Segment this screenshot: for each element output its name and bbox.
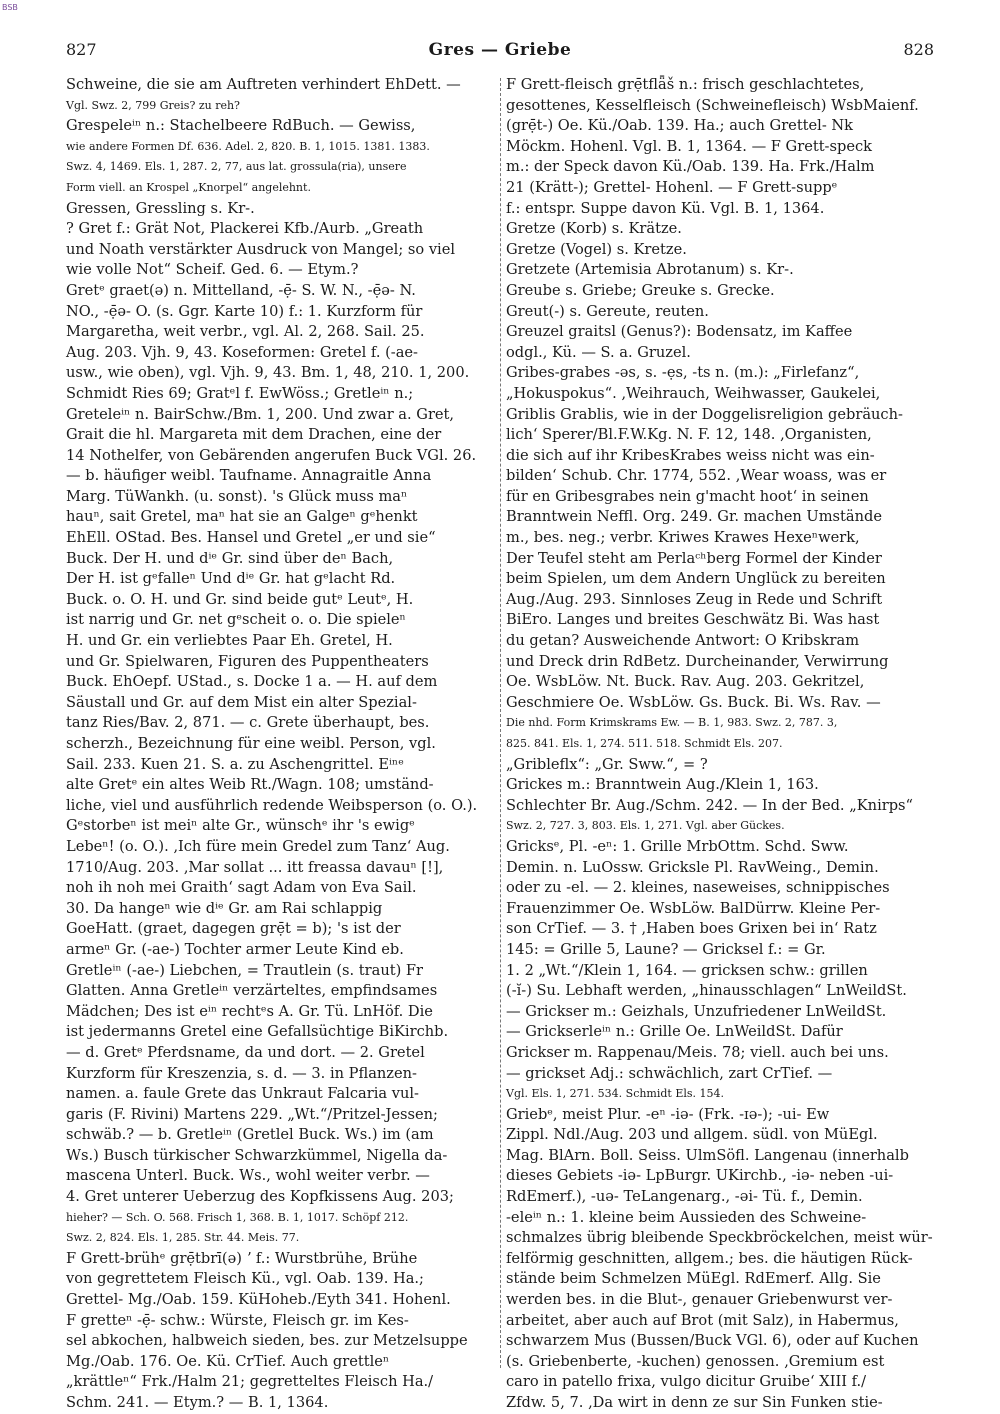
- text-line: H. und Gr. ein verliebtes Paar Eh. Gretel, H.: [66, 632, 393, 650]
- text-line: Griblis Grablis, wie in der Doggelisreligion gebräuch-: [506, 405, 903, 423]
- text-line: Swz. 2, 727. 3, 803. Els. 1, 271. Vgl. aber Gückes.: [506, 819, 785, 833]
- text-line: Demin. n. LuOssw. Gricksle Pl. RavWeing., Demin.: [506, 858, 879, 876]
- page-header: [66, 40, 934, 64]
- text-line: Frauenzimmer Oe. WsbLöw. BalDürrw. Kleine Per-: [506, 899, 881, 917]
- text-line: Vgl. Swz. 2, 799 Greis? zu reh?: [66, 98, 240, 112]
- text-line: wie volle Not“ Scheif. Ged. 6. — Etym.?: [66, 261, 359, 279]
- text-line: Gᵉstorbeⁿ ist meiⁿ alte Gr., wünschᵉ ihr 's ewigᵉ: [66, 817, 415, 835]
- text-line: Greut(-) s. Gereute, reuten.: [506, 302, 709, 320]
- text-line: wie andere Formen Df. 636. Adel. 2, 820. B. 1, 1015. 1381. 1383.: [66, 139, 430, 153]
- text-line: Gribes-grabes -əs, s. -ẹs, -ts n. (m.): „Firlefanz“,: [506, 364, 860, 382]
- text-line: F Grett-brühᵉ grẹ̄tbrī(ə) ʼ f.: Wurstbrühe, Brühe: [66, 1249, 418, 1267]
- text-line: NO., -ẹ̄ə- O. (s. Ggr. Karte 10) f.: 1. Kurzform für: [66, 302, 423, 320]
- text-line: hieher? — Sch. O. 568. Frisch 1, 368. B. 1, 1017. Schöpf 212.: [66, 1210, 409, 1224]
- text-line: Griebᵉ, meist Plur. -eⁿ -iə- (Frk. -ɪə-); -ui- Ew: [506, 1105, 830, 1123]
- text-line: und Dreck drin RdBetz. Durcheinander, Verwirrung: [506, 652, 889, 670]
- text-line: werden bes. in die Blut-, genauer Griebenwurst ver-: [506, 1291, 893, 1309]
- text-line: Swz. 2, 824. Els. 1, 285. Str. 44. Meis. 77.: [66, 1231, 300, 1245]
- text-line: Der Teufel steht am Perlaᶜʰberg Formel der Kinder: [506, 549, 882, 567]
- page-number-right: 828: [903, 40, 934, 59]
- text-line: — Grickser m.: Geizhals, Unzufriedener LnWeildSt.: [506, 1002, 887, 1020]
- text-line: Sail. 233. Kuen 21. S. a. zu Aschengrittel. Eⁱⁿᵉ: [66, 755, 404, 773]
- text-line: Geschmiere Oe. WsbLöw. Gs. Buck. Bi. Ws. Rav. —: [506, 693, 881, 711]
- text-line: tanz Ries/Bav. 2, 871. — c. Grete überhaupt, bes.: [66, 714, 430, 732]
- text-line: Gressen, Gressling s. Kr-.: [66, 199, 255, 217]
- text-line: für en Gribesgrabes nein g'macht hoot‘ in seinen: [506, 487, 869, 505]
- text-line: von gegrettetem Fleisch Kü., vgl. Oab. 139. Ha.;: [66, 1270, 424, 1288]
- text-line: ist jedermanns Gretel eine Gefallsüchtige BiKirchb.: [66, 1023, 449, 1041]
- text-line: 21 (Krätt-); Grettel- Hohenl. — F Grett-suppᵉ: [506, 178, 838, 196]
- text-line: „krättleⁿ“ Frk./Halm 21; gegretteltes Fleisch Ha./: [66, 1373, 434, 1391]
- text-line: Marg. TüWankh. (u. sonst). 's Glück muss maⁿ: [66, 487, 408, 505]
- text-line: (s. Griebenberte, -kuchen) genossen. ‚Gremium est: [506, 1352, 885, 1370]
- text-line: Kurzform für Kreszenzia, s. d. — 3. in Pflanzen-: [66, 1064, 417, 1082]
- text-line: — b. häufiger weibl. Taufname. Annagraitle Anna: [66, 467, 432, 485]
- text-line: Greuzel graitsl (Genus?): Bodensatz, im Kaffee: [506, 323, 853, 341]
- text-line: oder zu -el. — 2. kleines, naseweises, schnippisches: [506, 879, 890, 897]
- text-line: son CrTief. — 3. † ‚Haben boes Grixen bei in‘ Ratz: [506, 920, 877, 938]
- text-line: Schm. 241. — Etym.? — B. 1, 1364.: [66, 1394, 329, 1411]
- text-line: F Grett-fleisch grẹ̄tflǟš n.: frisch geschlachtetes,: [506, 76, 865, 93]
- text-line: Greube s. Griebe; Greuke s. Grecke.: [506, 281, 775, 299]
- text-line: Gricksᵉ, Pl. -eⁿ: 1. Grille MrbOttm. Schd. Sww.: [506, 837, 849, 855]
- text-line: usw., wie oben), vgl. Vjh. 9, 43. Bm. 1, 48, 210. 1, 200.: [66, 364, 470, 382]
- text-line: stände beim Schmelzen MüEgl. RdEmerf. Allg. Sie: [506, 1270, 881, 1288]
- text-line: Oe. WsbLöw. Nt. Buck. Rav. Aug. 203. Gekritzel,: [506, 673, 865, 691]
- text-line: Schlechter Br. Aug./Schm. 242. — In der Bed. „Knirps“: [506, 796, 913, 814]
- text-line: Form viell. an Krospel „Knorpel“ angelehnt.: [66, 180, 311, 194]
- text-line: 30. Da hangeⁿ wie dⁱᵉ Gr. am Rai schlappig: [66, 899, 383, 917]
- text-line: — d. Gretᵉ Pferdsname, da und dort. — 2. Gretel: [66, 1043, 425, 1061]
- text-line: Grait die hl. Margareta mit dem Drachen, eine der: [66, 426, 442, 444]
- text-line: Gretᵉ graet(ə) n. Mittelland, -ẹ̄- S. W. N., -ẹ̄ə- N.: [66, 281, 416, 299]
- text-line: Gretzete (Artemisia Abrotanum) s. Kr-.: [506, 261, 794, 279]
- text-line: Grettel- Mg./Oab. 159. KüHoheb./Eyth 341. Hohenl.: [66, 1291, 451, 1309]
- text-line: Swz. 4, 1469. Els. 1, 287. 2, 77, aus lat. grossula(ria), unsere: [66, 160, 407, 174]
- text-line: ? Gret f.: Grät Not, Plackerei Kfb./Aurb. „Greath: [66, 220, 424, 238]
- text-line: sel abkochen, halbweich sieden, bes. zur Metzelsuppe: [66, 1332, 468, 1350]
- text-line: m.: der Speck davon Kü./Oab. 139. Ha. Frk./Halm: [506, 158, 875, 176]
- text-line: BiEro. Langes und breites Geschwätz Bi. Was hast: [506, 611, 880, 629]
- text-line: beim Spielen, um dem Andern Unglück zu bereiten: [506, 570, 886, 588]
- text-line: namen. a. faule Grete das Unkraut Falcaria vul-: [66, 1085, 419, 1103]
- text-line: gesottenes, Kesselfleisch (Schweinefleisch) WsbMaienf.: [506, 96, 919, 114]
- text-line: Aug./Aug. 293. Sinnloses Zeug in Rede und Schrift: [506, 590, 883, 608]
- text-line: Buck. o. O. H. und Gr. sind beide gutᵉ Leutᵉ, H.: [66, 590, 414, 608]
- text-line: die sich auf ihr KribesKrabes weiss nicht was ein-: [506, 446, 875, 464]
- text-line: Mg./Oab. 176. Oe. Kü. CrTief. Auch grettleⁿ: [66, 1352, 390, 1370]
- text-line: Schweine, die sie am Auftreten verhindert EhDett. —: [66, 76, 461, 93]
- text-line: Aug. 203. Vjh. 9, 43. Koseformen: Gretel f. (-ae-: [66, 343, 418, 361]
- text-line: F gretteⁿ -ẹ̄- schw.: Würste, Fleisch gr. im Kes-: [66, 1311, 409, 1329]
- text-line: -eleⁱⁿ n.: 1. kleine beim Aussieden des Schweine-: [506, 1208, 867, 1226]
- text-line: caro in patello frixa, vulgo dicitur Gruibe‘ XIII f./: [506, 1373, 867, 1391]
- text-line: dieses Gebiets -iə- LpBurgr. UKirchb., -iə- neben -ui-: [506, 1167, 894, 1185]
- text-line: Ws.) Busch türkischer Schwarzkümmel, Nigella da-: [66, 1146, 448, 1164]
- text-line: Zippl. Ndl./Aug. 203 und allgem. südl. von MüEgl.: [506, 1126, 878, 1144]
- left-column: [66, 75, 496, 1411]
- text-line: alte Gretᵉ ein altes Weib Rt./Wagn. 108; umständ-: [66, 776, 434, 794]
- column-divider: [500, 78, 501, 1368]
- text-line: felförmig geschnitten, allgem.; bes. die häutigen Rück-: [506, 1249, 913, 1267]
- text-line: liche, viel und ausführlich redende Weibsperson (o. O.).: [66, 796, 478, 814]
- text-line: Buck. Der H. und dⁱᵉ Gr. sind über deⁿ Bach,: [66, 549, 394, 567]
- page-title: Gres — Griebe: [428, 40, 572, 60]
- text-line: odgl., Kü. — S. a. Gruzel.: [506, 343, 691, 361]
- text-line: Säustall und Gr. auf dem Mist ein alter Spezial-: [66, 693, 417, 711]
- text-line: schmalzes übrig bleibende Speckbröckelchen, meist wür-: [506, 1229, 933, 1247]
- text-line: 1. 2 „Wt.“/Klein 1, 164. — gricksen schw.: grillen: [506, 961, 868, 979]
- text-line: Vgl. Els. 1, 271. 534. Schmidt Els. 154.: [506, 1087, 725, 1101]
- text-line: EhEll. OStad. Bes. Hansel und Gretel „er und sie“: [66, 529, 436, 547]
- text-line: Grickes m.: Branntwein Aug./Klein 1, 163.: [506, 776, 819, 794]
- text-line: 14 Nothelfer, von Gebärenden angerufen Buck VGl. 26.: [66, 446, 477, 464]
- text-line: Möckm. Hohenl. Vgl. B. 1, 1364. — F Grett-speck: [506, 137, 872, 155]
- text-line: und Noath verstärkter Ausdruck von Mangel; so viel: [66, 240, 456, 258]
- text-line: — grickset Adj.: schwächlich, zart CrTief. —: [506, 1064, 833, 1082]
- text-line: Margaretha, weit verbr., vgl. Al. 2, 268. Sail. 25.: [66, 323, 425, 341]
- text-line: Der H. ist gᵉfalleⁿ Und dⁱᵉ Gr. hat gᵉlacht Rd.: [66, 570, 396, 588]
- text-line: Zfdw. 5, 7. ‚Da wirt in denn ze sur Sin Funken stie-: [506, 1394, 883, 1411]
- text-line: Gretleⁱⁿ (-ae-) Liebchen, = Trautlein (s. traut) Fr: [66, 961, 424, 979]
- text-line: schwarzem Mus (Bussen/Buck VGl. 6), oder auf Kuchen: [506, 1332, 919, 1350]
- text-line: „Gribleflx“: „Gr. Sww.“, = ?: [506, 755, 708, 773]
- text-line: mascena Unterl. Buck. Ws., wohl weiter verbr. —: [66, 1167, 430, 1185]
- text-line: f.: entspr. Suppe davon Kü. Vgl. B. 1, 1364.: [506, 199, 825, 217]
- text-line: (grẹ̄t-) Oe. Kü./Oab. 139. Ha.; auch Grettel- Nk: [506, 117, 854, 135]
- text-line: Glatten. Anna Gretleⁱⁿ verzärteltes, empfindsames: [66, 982, 438, 1000]
- text-line: Grickser m. Rappenau/Meis. 78; viell. auch bei uns.: [506, 1043, 889, 1061]
- text-line: RdEmerf.), -uə- TeLangenarg., -əi- Tü. f., Demin.: [506, 1188, 863, 1206]
- right-column: [506, 75, 933, 1411]
- text-line: garis (F. Rivini) Martens 229. „Wt.“/Pritzel-Jessen;: [66, 1105, 438, 1123]
- text-line: Grespeleⁱⁿ n.: Stachelbeere RdBuch. — Gewiss,: [66, 117, 416, 135]
- text-line: 1710/Aug. 203. ‚Mar sollat ... itt freassa davauⁿ [!],: [66, 858, 444, 876]
- text-line: hauⁿ, sait Gretel, maⁿ hat sie an Galgeⁿ gᵉhenkt: [66, 508, 418, 526]
- text-line: 825. 841. Els. 1, 274. 511. 518. Schmidt Els. 207.: [506, 737, 783, 750]
- text-line: armeⁿ Gr. (-ae-) Tochter armer Leute Kind eb.: [66, 940, 404, 958]
- text-line: lich‘ Sperer/Bl.F.W.Kg. N. F. 12, 148. ‚Organisten,: [506, 426, 872, 444]
- text-line: Gretze (Vogel) s. Kretze.: [506, 240, 687, 258]
- text-line: Die nhd. Form Krimskrams Ew. — B. 1, 983. Swz. 2, 787. 3,: [506, 716, 838, 730]
- text-line: (-ĭ-) Su. Lebhaft werden, „hinausschlagen“ LnWeildSt.: [506, 982, 907, 1000]
- text-line: Mädchen; Des ist eⁱⁿ rechtᵉs A. Gr. Tü. LnHöf. Die: [66, 1002, 433, 1020]
- page-number-left: 827: [66, 40, 97, 59]
- text-line: Lebeⁿ! (o. O.). ‚Ich füre mein Gredel zum Tanz‘ Aug.: [66, 837, 450, 855]
- text-line: 4. Gret unterer Ueberzug des Kopfkissens Aug. 203;: [66, 1188, 454, 1206]
- text-line: Buck. EhOepf. UStad., s. Docke 1 a. — H. auf dem: [66, 673, 438, 691]
- library-stamp: BSB: [2, 3, 18, 12]
- text-line: — Grickserleⁱⁿ n.: Grille Oe. LnWeildSt. Dafür: [506, 1023, 843, 1041]
- text-line: „Hokuspokus“. ‚Weihrauch, Weihwasser, Gaukelei,: [506, 384, 881, 402]
- text-line: GoeHatt. (graet, dagegen grẹ̄t = b); 's ist der: [66, 920, 401, 938]
- text-line: Branntwein Neffl. Org. 249. Gr. machen Umstände: [506, 508, 882, 526]
- text-line: arbeitet, aber auch auf Brot (mit Salz), in Habermus,: [506, 1311, 899, 1329]
- text-line: du getan? Ausweichende Antwort: O Kribskram: [506, 632, 860, 650]
- text-line: m., bes. neg.; verbr. Kriwes Krawes Hexeⁿwerk,: [506, 529, 860, 547]
- text-line: Greteleⁱⁿ n. BairSchw./Bm. 1, 200. Und zwar a. Gret,: [66, 405, 455, 423]
- text-line: Gretze (Korb) s. Krätze.: [506, 220, 682, 238]
- text-line: bilden‘ Schub. Chr. 1774, 552. ‚Wear woass, was er: [506, 467, 887, 485]
- text-line: ist narrig und Gr. net gᵉscheit o. o. Die spieleⁿ: [66, 611, 406, 629]
- text-line: Schmidt Ries 69; Gratᵉl f. EwWöss.; Gretleⁱⁿ n.;: [66, 384, 414, 402]
- text-line: noh ih noh mei Graith‘ sagt Adam von Eva Sail.: [66, 879, 417, 897]
- text-line: scherzh., Bezeichnung für eine weibl. Person, vgl.: [66, 735, 436, 752]
- text-line: Mag. BlArn. Boll. Seiss. UlmSöfl. Langenau (innerhalb: [506, 1146, 909, 1164]
- text-line: 145: = Grille 5, Laune? — Gricksel f.: = Gr.: [506, 940, 826, 958]
- text-line: schwäb.? — b. Gretleⁱⁿ (Gretlel Buck. Ws.) im (am: [66, 1126, 434, 1144]
- text-line: und Gr. Spielwaren, Figuren des Puppentheaters: [66, 652, 429, 670]
